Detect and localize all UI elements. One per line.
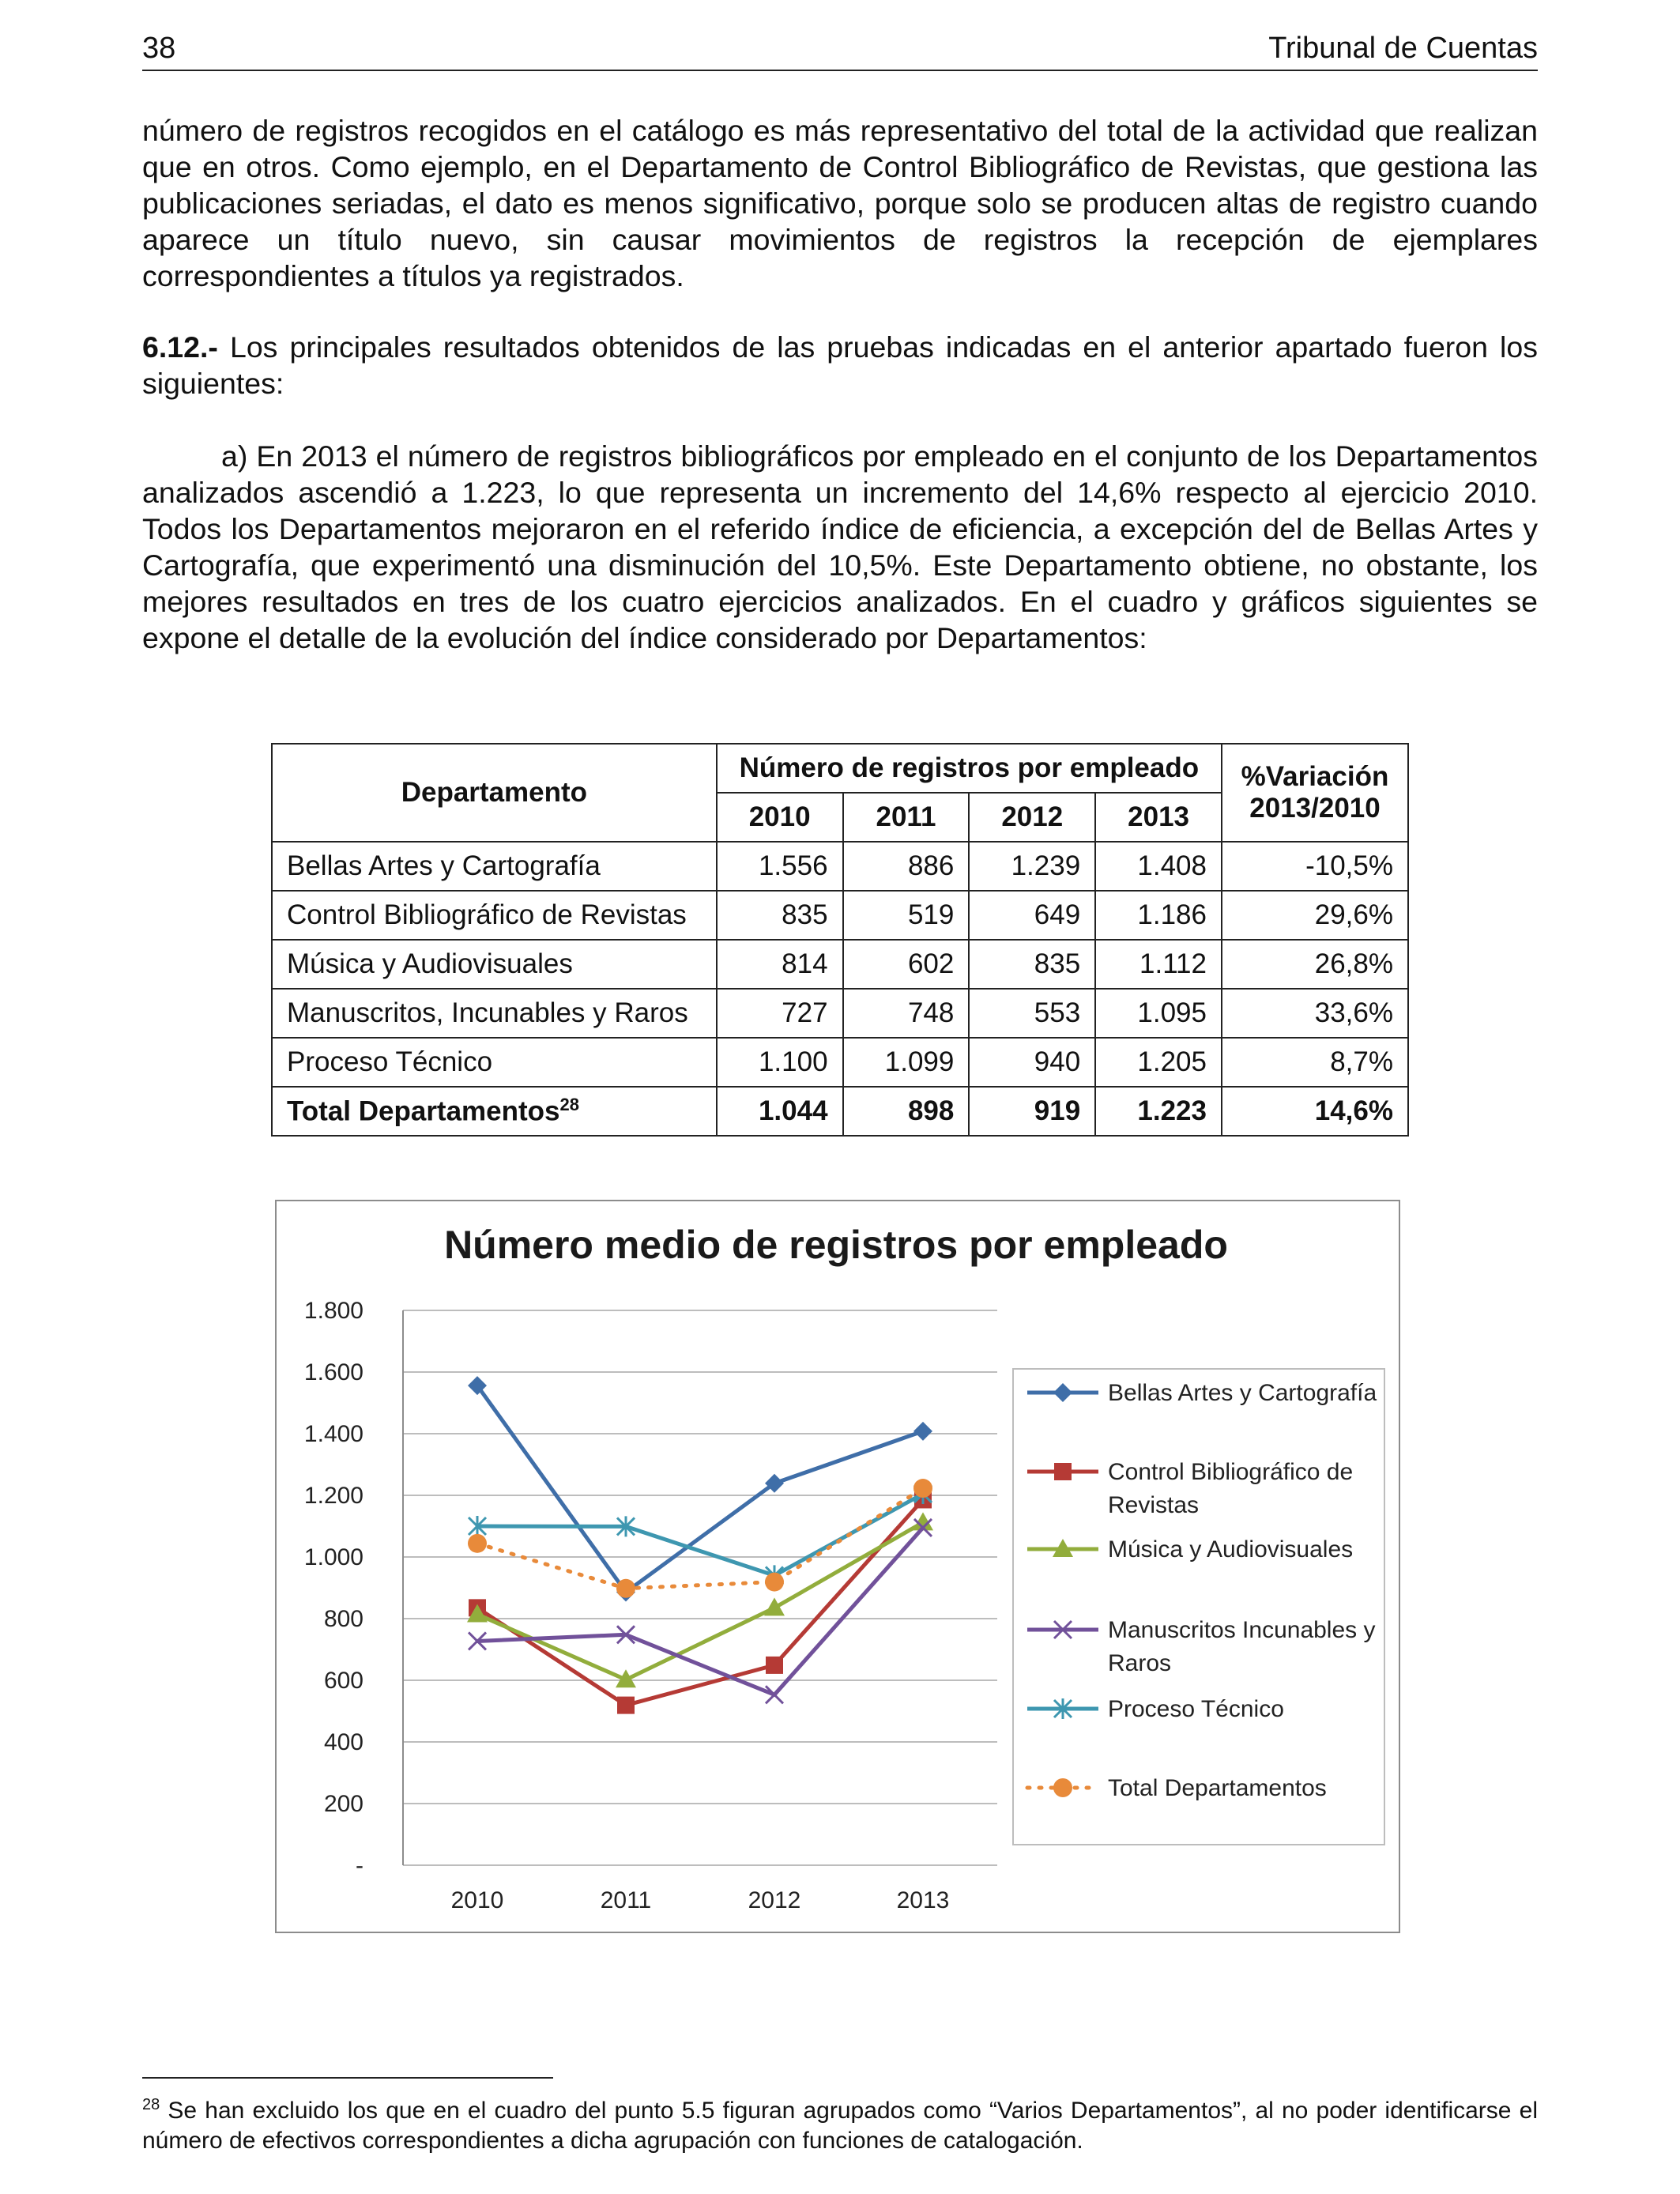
header-year: 2011: [843, 793, 970, 842]
data-point: [913, 1479, 932, 1498]
data-point: [764, 1597, 785, 1615]
table-row: [272, 891, 1408, 940]
row-value: 1.095: [1095, 989, 1222, 1038]
total-dept: [272, 1087, 717, 1136]
row-variation: 33,6%: [1222, 989, 1408, 1038]
y-tick-label: 200: [323, 1791, 363, 1817]
row-dept: Proceso Técnico: [272, 1038, 717, 1087]
footnote-text: Se han excluido los que en el cuadro del punto 5.5 figuran agrupados como “Varios Departamentos”, al no poder identificarse el número de efectivos correspondientes a dicha agrupación con funciones de catalogación.: [142, 2098, 1538, 2154]
total-variation: 14,6%: [1222, 1087, 1408, 1136]
y-tick-label: 400: [323, 1729, 363, 1755]
legend-label: Raros: [1108, 1650, 1172, 1676]
footnote-ref[interactable]: 28: [559, 1095, 580, 1115]
row-value: 886: [843, 842, 970, 891]
row-value: 1.205: [1095, 1038, 1222, 1087]
table-total-row: [272, 1087, 1408, 1136]
header-departamento: Departamento: [272, 744, 717, 842]
legend-box: [1013, 1369, 1384, 1845]
y-tick-label: 600: [323, 1668, 363, 1694]
y-tick-label: 1.400: [303, 1421, 363, 1447]
row-value: 649: [969, 891, 1095, 940]
row-dept: Bellas Artes y Cartografía: [272, 842, 717, 891]
row-value: 940: [969, 1038, 1095, 1087]
page-header: [142, 28, 1538, 71]
y-tick-label: 1.800: [303, 1298, 363, 1324]
series-group: [469, 1483, 932, 1585]
section-number: 6.12.-: [142, 330, 218, 364]
row-value: 519: [843, 891, 970, 940]
table-row: [272, 842, 1408, 891]
y-tick-label: 1.000: [303, 1544, 363, 1570]
row-value: 1.112: [1095, 940, 1222, 989]
chart-x-axis: [451, 1887, 950, 1913]
y-tick-label: 800: [323, 1606, 363, 1632]
series-group: [469, 1519, 932, 1703]
paragraph-1: número de registros recogidos en el catálogo es más representativo del total de la actividad que realizan que en otros. Como ejemplo, en el Departamento de Control Bibliográfico de Revistas, que gestiona las publicaciones seriadas, el dato es menos significativo, porque solo se producen altas de registro cuando aparece un título nuevo, sin causar movimientos de registros la recepción de ejemplares correspondientes a títulos ya registrados.: [142, 114, 1538, 292]
line-chart: [275, 1200, 1400, 1933]
row-variation: -10,5%: [1222, 842, 1408, 891]
x-tick-label: 2011: [600, 1887, 652, 1913]
row-value: 748: [843, 989, 970, 1038]
total-dept-label: Total Departamentos: [287, 1095, 560, 1127]
page-number: 38: [142, 32, 176, 65]
row-dept: Manuscritos, Incunables y Raros: [272, 989, 717, 1038]
legend-label: Música y Audiovisuales: [1108, 1536, 1354, 1563]
row-dept: Música y Audiovisuales: [272, 940, 717, 989]
header-year: 2013: [1095, 793, 1222, 842]
paragraph-2: [142, 329, 1538, 401]
chart-gridlines: [403, 1310, 997, 1865]
chart-legend: [1013, 1369, 1384, 1845]
header-organization: Tribunal de Cuentas: [1268, 32, 1538, 65]
x-tick-label: 2012: [748, 1887, 801, 1913]
row-value: 727: [717, 989, 843, 1038]
row-value: 553: [969, 989, 1095, 1038]
data-point: [616, 1579, 635, 1598]
footnote-number: 28: [142, 2096, 160, 2113]
row-value: 1.408: [1095, 842, 1222, 891]
chart-title: Número medio de registros por empleado: [444, 1223, 1228, 1267]
header-year: 2012: [969, 793, 1095, 842]
row-value: 1.556: [717, 842, 843, 891]
chart-series: [467, 1376, 933, 1713]
legend-label: Revistas: [1108, 1492, 1200, 1518]
x-tick-label: 2010: [450, 1887, 504, 1913]
row-variation: 29,6%: [1222, 891, 1408, 940]
y-tick-label: 1.200: [303, 1483, 363, 1509]
registros-table: [271, 743, 1409, 1137]
row-value: 602: [843, 940, 970, 989]
table-row: [272, 989, 1408, 1038]
legend-marker: [1054, 1463, 1072, 1480]
legend-label: Bellas Artes y Cartografía: [1108, 1380, 1377, 1406]
total-value: 898: [843, 1087, 970, 1136]
header-year: 2010: [717, 793, 843, 842]
row-dept: Control Bibliográfico de Revistas: [272, 891, 717, 940]
legend-label: Proceso Técnico: [1108, 1696, 1284, 1722]
chart-svg: [277, 1201, 1399, 1932]
data-point: [617, 1697, 635, 1714]
paragraph-2-text: Los principales resultados obtenidos de las pruebas indicadas en el anterior apartado fueron los siguientes:: [142, 330, 1538, 400]
legend-label: Manuscritos Incunables y: [1108, 1617, 1376, 1643]
row-value: 835: [969, 940, 1095, 989]
legend-label: Control Bibliográfico de: [1108, 1459, 1354, 1485]
total-value: 1.044: [717, 1087, 843, 1136]
header-numero-registros: Número de registros por empleado: [717, 744, 1222, 793]
total-value: 1.223: [1095, 1087, 1222, 1136]
row-value: 1.186: [1095, 891, 1222, 940]
paragraph-3: a) En 2013 el número de registros bibliográficos por empleado en el conjunto de los Departamentos analizados ascendió a 1.223, lo que representa un incremento del 14,6% respecto al ejercicio 2010. Todos los Departamentos mejoraron en el referido índice de eficiencia, a excepción del de Bellas Artes y Cartografía, que experimentó una disminución del 10,5%. Este Departamento obtiene, no obstante, los mejores resultados en tres de los cuatro ejercicios analizados. En el cuadro y gráficos siguientes se expone el detalle de la evolución del índice considerado por Departamentos:: [142, 439, 1538, 654]
table-row: [272, 1038, 1408, 1087]
footnote: [142, 2090, 1538, 2156]
data-point: [468, 1534, 487, 1553]
total-value: 919: [969, 1087, 1095, 1136]
x-tick-label: 2013: [896, 1887, 950, 1913]
y-tick-label: 1.600: [303, 1359, 363, 1385]
row-value: 1.099: [843, 1038, 970, 1087]
row-value: 1.100: [717, 1038, 843, 1087]
header-variacion: %Variación 2013/2010: [1222, 744, 1408, 842]
data-point: [766, 1657, 783, 1674]
data-point: [913, 1422, 932, 1441]
legend-label: Total Departamentos: [1108, 1775, 1327, 1801]
row-value: 814: [717, 940, 843, 989]
data-point: [765, 1573, 784, 1592]
row-variation: 8,7%: [1222, 1038, 1408, 1087]
legend-marker: [1053, 1778, 1072, 1797]
data-point: [766, 1686, 783, 1703]
chart-y-axis: [304, 1298, 363, 1879]
row-value: 1.239: [969, 842, 1095, 891]
row-variation: 26,8%: [1222, 940, 1408, 989]
table-row: [272, 940, 1408, 989]
footnote-rule: [142, 2077, 553, 2079]
row-value: 835: [717, 891, 843, 940]
y-tick-label: -: [356, 1853, 363, 1879]
